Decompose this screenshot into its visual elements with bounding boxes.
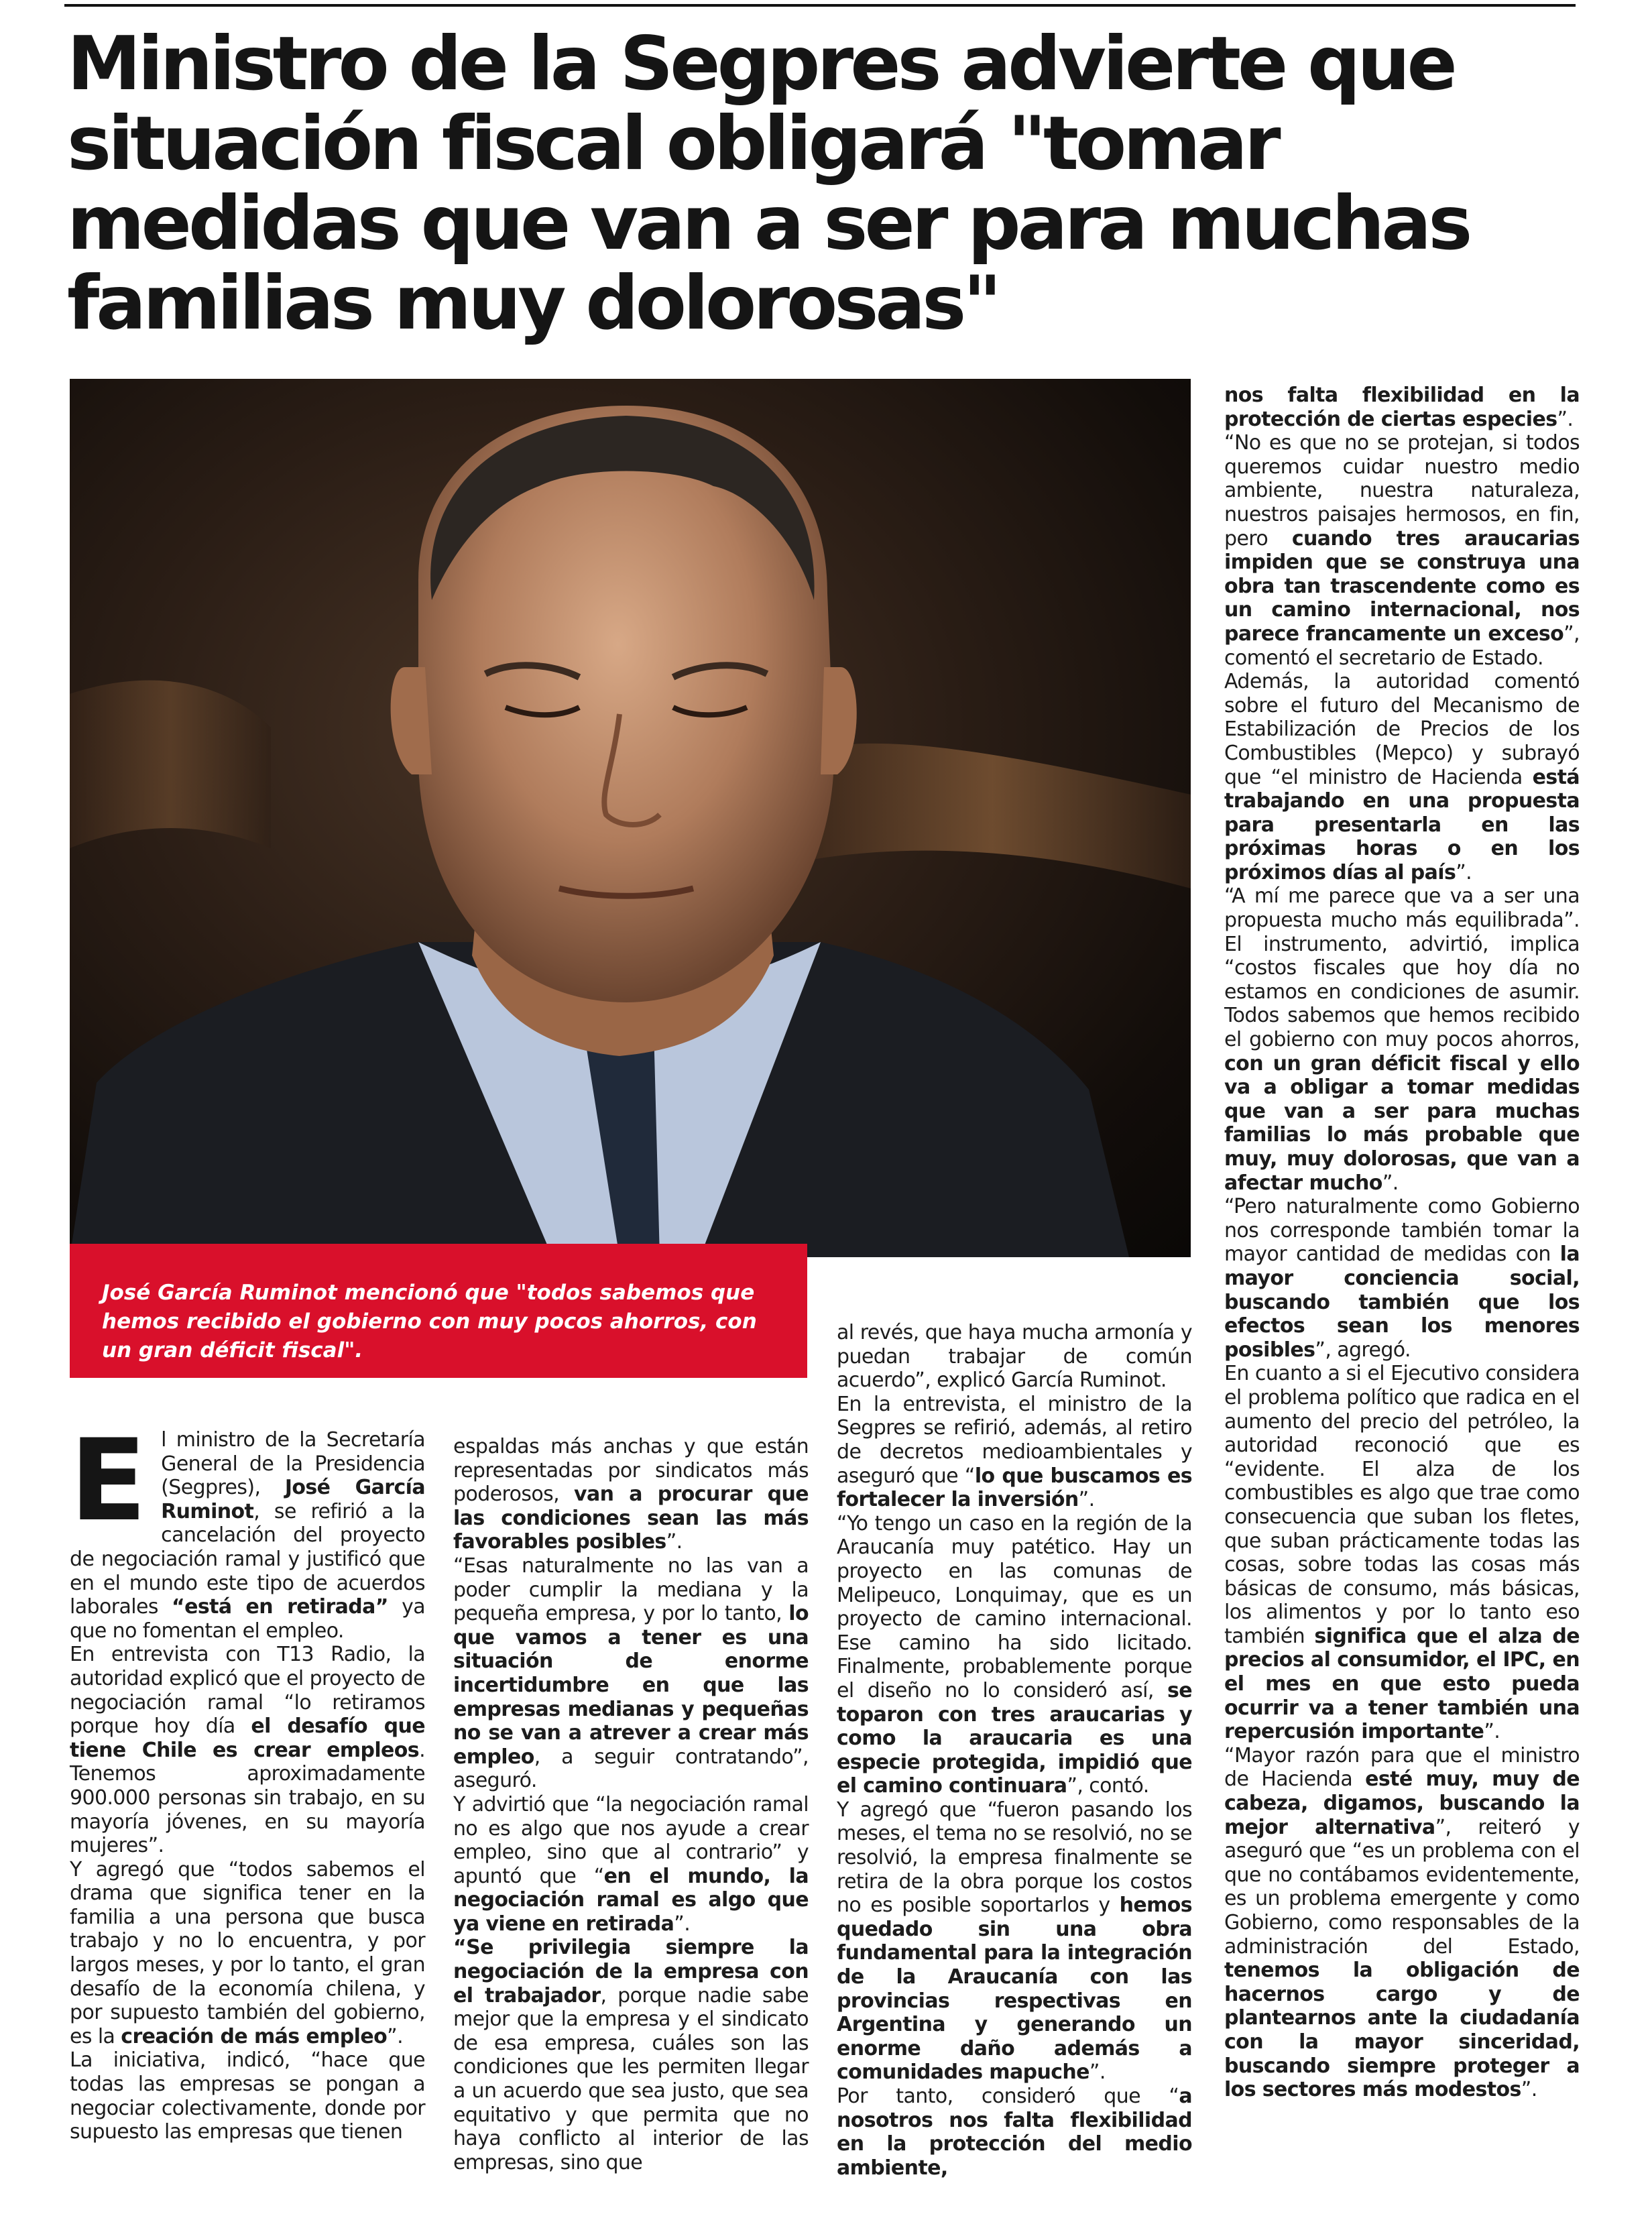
paragraph: En cuanto a si el Ejecutivo considera el problema político que radica en el aumento del precio del petróleo, la autoridad reconoció que es “evidente. El alza de los combustibles es algo que trae como consecuencia que suban los fletes, que suban prácticamente todas las cosas, sobre todas las cosas más básicas de consumo, más básicas, los alimentos y por lo tanto eso también significa que el alza de precios al consumidor, el IPC, en el mes en que esto pueda ocurrir va a tener también una repercusión importante”. (1224, 1362, 1580, 1744)
paragraph: “A mí me parece que va a ser una propuesta mucho más equilibrada”. El instrumento, advirtió, implica “costos fiscales que hoy día no estamos en condiciones de asumir. Todos sabemos que hemos recibido el gobierno con muy pocos ahorros, con un gran déficit fiscal y ello va a obligar a tomar medidas que van a ser para muchas familias lo más probable que muy, muy dolorosas, que van a afectar mucho”. (1224, 884, 1580, 1195)
portrait-illustration (70, 379, 1191, 1257)
paragraph: Por tanto, consideró que “a nosotros nos falta flexibilidad en la protección del medio ambiente, (837, 2085, 1192, 2180)
paragraph: Y agregó que “fueron pasando los meses, el tema no se resolvió, no se resolvió, la empresa finalmente se retira de la obra porque los costos no es posible soportarlos y hemos quedado sin una obra fundamental para la integración de la Araucanía con las provincias respectivas en Argentina y generando un enorme daño además a comunidades mapuche”. (837, 1798, 1192, 2085)
portrait-photo (70, 379, 1191, 1257)
paragraph: l ministro de la Secretaría General de la Presidencia (Segpres), José García Ruminot, se refirió a la cancelación del proyecto de negociación ramal y justificó que en el mundo este tipo de acuerdos laborales “está en retirada” ya que no fomentan el empleo. (70, 1428, 426, 1643)
article-column-3 (837, 1321, 1192, 2180)
paragraph: “No es que no se protejan, si todos queremos cuidar nuestro medio ambiente, nuestra naturaleza, nuestros paisajes hermosos, en fin, pero cuando tres araucarias impiden que se construya una obra tan trascendente como es un camino internacional, nos parece francamente un exceso”, comentó el secretario de Estado. (1224, 431, 1580, 670)
paragraph: “Esas naturalmente no las van a poder cumplir la mediana y la pequeña empresa, y por lo tanto, lo que vamos a tener es una situación de enorme incertidumbre en que las empresas medianas y pequeñas no se van a atrever a crear más empleo, a seguir contratando”, aseguró. (453, 1554, 809, 1793)
paragraph: nos falta flexibilidad en la protección de ciertas especies”. (1224, 384, 1580, 431)
top-rule (64, 4, 1576, 7)
headline: Ministro de la Segpres advierte que situación fiscal obligará "tomar medidas que van a ser para muchas familias muy dolorosas" (67, 21, 1470, 347)
paragraph: “Se privilegia siempre la negociación de la empresa con el trabajador, porque nadie sabe mejor que la empresa y el sindicato de esa empresa, cuáles son las condiciones que les permiten llegar a un acuerdo que sea justo, que sea equitativo y que permita que no haya conflicto al interior de las empresas, sino que (453, 1936, 809, 2174)
article-column-1 (70, 1415, 426, 2144)
paragraph: “Mayor razón para que el ministro de Hacienda esté muy, muy de cabeza, digamos, buscando la mejor alternativa”, reiteró y aseguró que “es un problema con el que no contábamos evidentemente, es un problema emergente y como Gobierno, como responsables de la administración del Estado, tenemos la obligación de hacernos cargo y de plantearnos ante la ciudadanía con la mayor sinceridad, buscando siempre proteger a los sectores más modestos”. (1224, 1743, 1580, 2102)
paragraph: Y agregó que “todos sabemos el drama que significa tener en la familia a una persona que busca trabajo y no lo encuentra, y por largos meses, y por lo tanto, el gran desafío de la economía chilena, y por supuesto también del gobierno, es la creación de más empleo”. (70, 1857, 425, 2048)
paragraph: “Pero naturalmente como Gobierno nos corresponde también tomar la mayor cantidad de medidas con la mayor conciencia social, buscando también que los efectos sean los menores posibles”, agregó. (1224, 1195, 1580, 1362)
article-column-2 (453, 1435, 809, 2174)
article-column-4 (1224, 384, 1580, 2102)
paragraph: espaldas más anchas y que están representadas por sindicatos más poderosos, van a procurar que las condiciones sean las más favorables posibles”. (453, 1435, 809, 1554)
paragraph: Además, la autoridad comentó sobre el futuro del Mecanismo de Estabilización de Precios de los Combustibles (Mepco) y subrayó que “el ministro de Hacienda está trabajando en una propuesta para presentarla en las próximas horas o en los próximos días al país”. (1224, 670, 1580, 884)
paragraph: La iniciativa, indicó, “hace que todas las empresas se pongan a negociar colectivamente, donde por supuesto las empresas que tienen (70, 2048, 425, 2144)
paragraph: Y advirtió que “la negociación ramal no es algo que nos ayude a crear empleo, sino que al contrario” y apuntó que “en el mundo, la negociación ramal es algo que ya viene en retirada”. (453, 1792, 809, 1936)
paragraph: En la entrevista, el ministro de la Segpres se refirió, además, al retiro de decretos medioambientales y aseguró que “lo que buscamos es fortalecer la inversión”. (837, 1392, 1192, 1512)
paragraph: “Yo tengo un caso en la región de la Araucanía muy patético. Hay un proyecto en las comunas de Melipeuco, Lonquimay, que es un proyecto de camino internacional. Ese camino ha sido licitado. Finalmente, probablemente porque el diseño no lo consideró así, se toparon con tres araucarias y como la araucaria es una especie protegida, impidió que el camino continuara”, contó. (837, 1511, 1192, 1798)
paragraph: al revés, que haya mucha armonía y puedan trabajar de común acuerdo”, explicó García Ruminot. (837, 1321, 1192, 1393)
drop-cap: E (70, 1415, 147, 1546)
photo-caption: José García Ruminot mencionó que "todos sabemos que hemos recibido el gobierno con muy pocos ahorros, con un gran déficit fiscal". (70, 1244, 807, 1378)
paragraph: En entrevista con T13 Radio, la autoridad explicó que el proyecto de negociación ramal “lo retiramos porque hoy día el desafío que tiene Chile es crear empleos. Tenemos aproximadamente 900.000 personas sin trabajo, en su mayoría jóvenes, en su mayoría mujeres”. (70, 1643, 425, 1858)
